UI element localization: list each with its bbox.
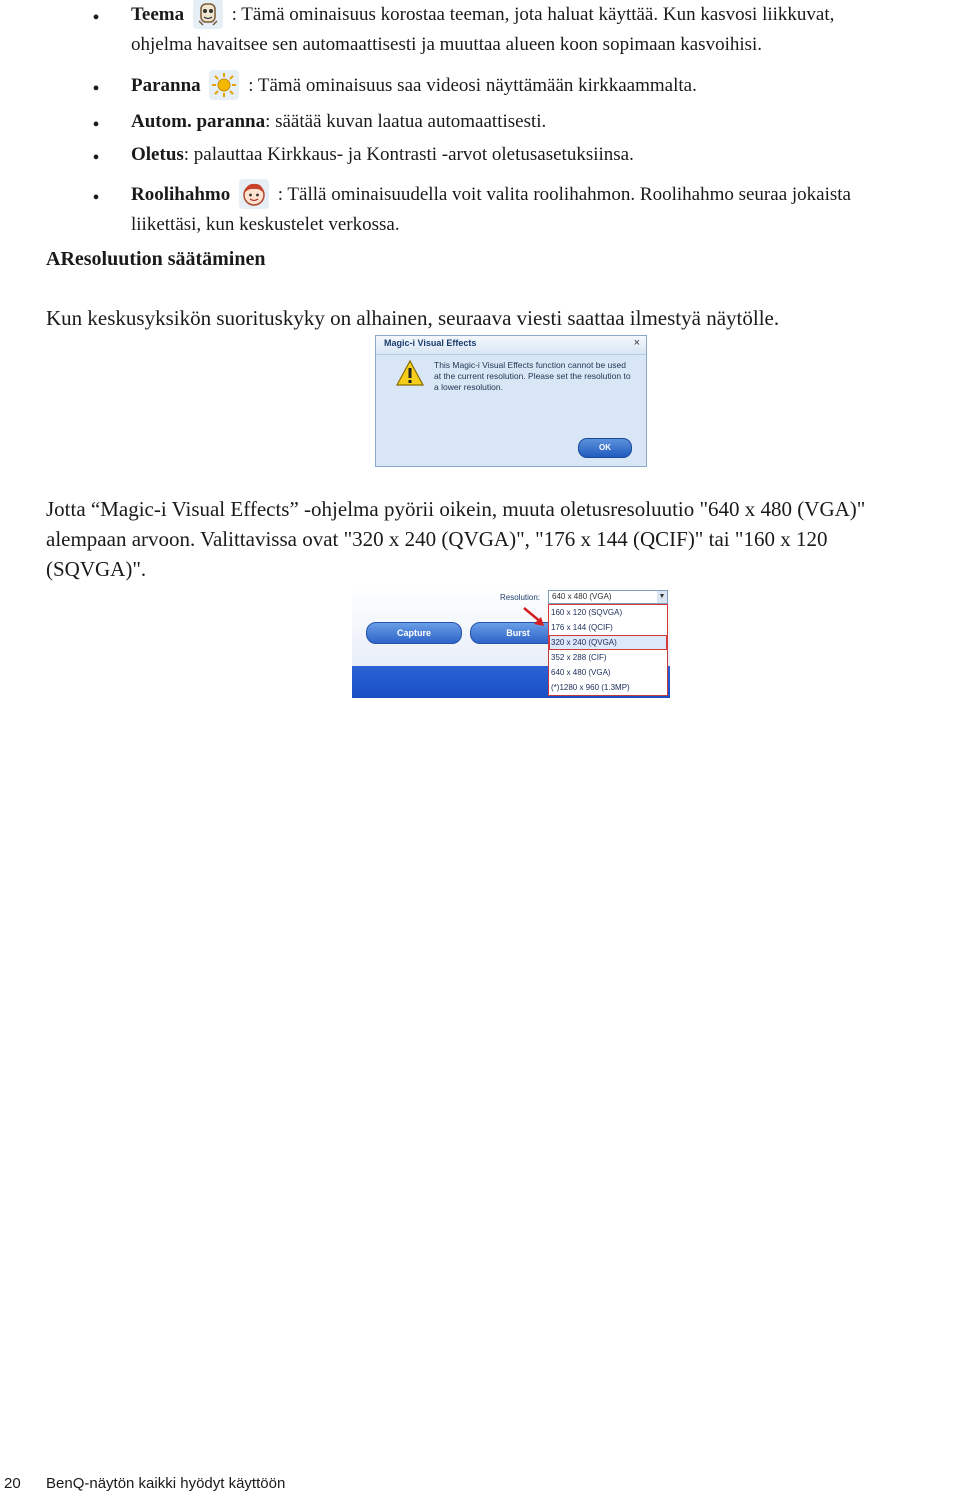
bullet-text: : Tämä ominaisuus saa videosi näyttämään kirkkaammalta. <box>248 75 697 96</box>
dialog-title: Magic-i Visual Effects <box>384 338 477 348</box>
resolution-option[interactable]: (*)1280 x 960 (1.3MP) <box>551 683 630 692</box>
bullet-label: Oletus <box>131 144 184 165</box>
bullet-teema <box>131 0 834 31</box>
capture-button[interactable]: Capture <box>366 622 462 644</box>
section-heading: AResoluution säätäminen <box>46 248 266 270</box>
chevron-down-icon[interactable]: ▼ <box>657 591 667 603</box>
bullet-roolihahmo <box>131 180 851 211</box>
bullet-dot: • <box>92 187 100 209</box>
footer-title: BenQ-näytön kaikki hyödyt käyttöön <box>46 1475 286 1492</box>
resolution-label: Resolution: <box>500 593 541 602</box>
resolution-option[interactable]: 176 x 144 (QCIF) <box>551 623 613 632</box>
burst-button[interactable]: Burst <box>470 622 566 644</box>
close-icon[interactable]: × <box>633 337 640 349</box>
warning-icon <box>396 360 424 391</box>
ok-button[interactable]: OK <box>578 438 632 458</box>
page-number: 20 <box>4 1475 21 1492</box>
bullet-paranna <box>131 71 697 102</box>
bullet-text: : palauttaa Kirkkaus- ja Kontrasti -arvot oletusasetuksiinsa. <box>183 144 634 165</box>
bullet-dot: • <box>92 78 100 100</box>
avatar-face-icon <box>239 179 269 209</box>
bullet-label: Roolihahmo <box>131 184 231 205</box>
resolution-select[interactable] <box>548 590 668 604</box>
mask-icon <box>193 0 223 29</box>
instruction-line-1: Jotta “Magic-i Visual Effects” -ohjelma pyörii oikein, muuta oletusresoluutio "640 x 480 (VGA)" <box>46 497 866 521</box>
resolution-selected-value: 640 x 480 (VGA) <box>552 592 612 601</box>
resolution-panel <box>352 586 670 698</box>
bullet-label: Paranna <box>131 75 201 96</box>
dialog-titlebar <box>376 336 646 355</box>
red-arrow-icon <box>522 606 548 628</box>
dialog-message: This Magic-i Visual Effects function cannot be used at the current resolution. Please set the resolution to a lower resolution. <box>434 360 631 392</box>
resolution-option[interactable]: 640 x 480 (VGA) <box>551 668 611 677</box>
bullet-label: Autom. paranna <box>131 111 266 132</box>
bullet-text: : säätää kuvan laatua automaattisesti. <box>265 111 547 132</box>
bullet-teema-cont: ohjelma havaitsee sen automaattisesti ja muuttaa alueen koon sopimaan kasvoihisi. <box>131 34 763 55</box>
intro-paragraph: Kun keskusyksikön suorituskyky on alhainen, seuraava viesti saattaa ilmestyä näytölle. <box>46 306 780 330</box>
instruction-line-3: (SQVGA)". <box>46 557 147 581</box>
bullet-oletus <box>131 140 634 170</box>
bullet-dot: • <box>92 147 100 169</box>
bullet-roolihahmo-cont: liikettäsi, kun keskustelet verkossa. <box>131 214 400 235</box>
bullet-dot: • <box>92 114 100 136</box>
instruction-line-2: alempaan arvoon. Valittavissa ovat "320 x 240 (QVGA)", "176 x 144 (QCIF)" tai "160 x 120 <box>46 527 828 551</box>
bullet-text: : Tällä ominaisuudella voit valita roolihahmon. Roolihahmo seuraa jokaista <box>277 184 851 205</box>
bullet-autom-paranna <box>131 107 546 137</box>
bullet-text: : Tämä ominaisuus korostaa teeman, jota haluat käyttää. Kun kasvosi liikkuvat, <box>231 4 835 25</box>
warning-dialog <box>375 335 647 467</box>
resolution-option[interactable]: 160 x 120 (SQVGA) <box>551 608 623 617</box>
resolution-dropdown-list[interactable] <box>548 604 668 696</box>
bullet-label: Teema <box>131 4 185 25</box>
sun-icon <box>209 70 239 100</box>
resolution-option-highlighted[interactable]: 320 x 240 (QVGA) <box>549 635 667 650</box>
low-resolution-highlight-box <box>548 604 668 650</box>
bullet-dot: • <box>92 7 100 29</box>
resolution-option[interactable]: 352 x 288 (CIF) <box>551 653 607 662</box>
